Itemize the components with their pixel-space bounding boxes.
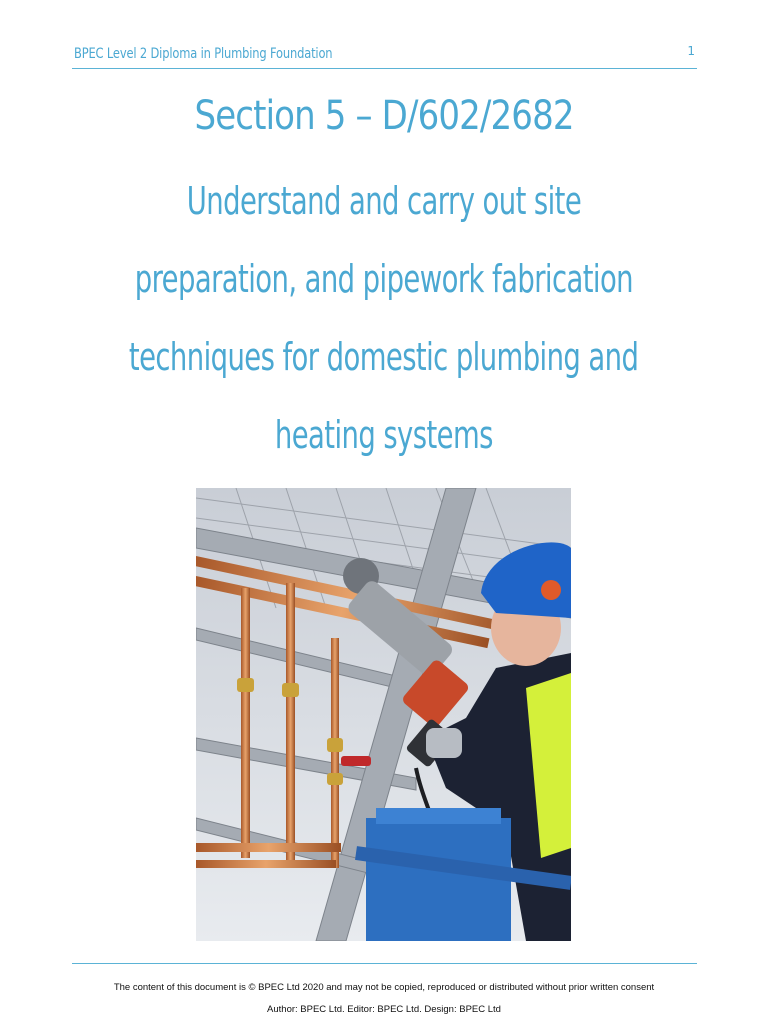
footer-rule — [72, 963, 697, 964]
header-title: BPEC Level 2 Diploma in Plumbing Foundation — [74, 46, 333, 62]
unit-title-line — [58, 162, 711, 240]
unit-title-line-text: preparation, and pipework fabrication — [134, 257, 634, 301]
credits-line: Author: BPEC Ltd. Editor: BPEC Ltd. Design: BPEC Ltd — [267, 1004, 501, 1015]
section-heading — [0, 93, 768, 139]
unit-title-line-text: techniques for domestic plumbing and — [129, 335, 639, 379]
section-heading-text: Section 5 – D/602/2682 — [194, 93, 574, 139]
unit-title-line — [58, 396, 711, 474]
page-header — [72, 44, 697, 69]
unit-title-line — [58, 318, 711, 396]
unit-title — [0, 162, 768, 474]
unit-title-line — [58, 240, 711, 318]
plumber-illustration — [196, 488, 571, 941]
page-number: 1 — [687, 44, 695, 58]
plumber-photo — [196, 488, 571, 941]
unit-title-line-text: Understand and carry out site — [186, 179, 582, 223]
copyright-notice: The content of this document is © BPEC Ltd 2020 and may not be copied, reproduced or distributed without prior written consent — [113, 982, 655, 993]
unit-title-line-text: heating systems — [275, 413, 493, 457]
